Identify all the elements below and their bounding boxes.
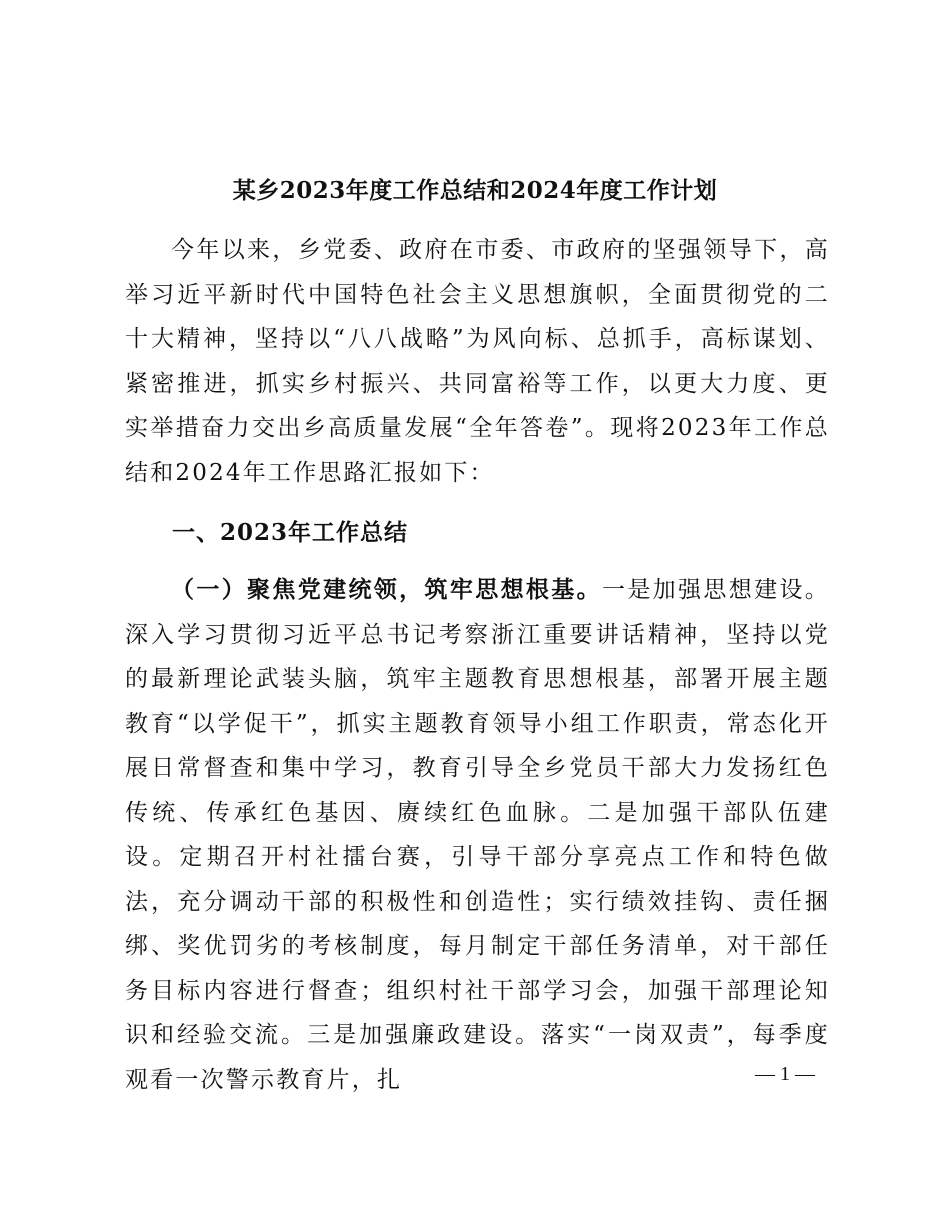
subsection-lead: （一）聚焦党建统领，筑牢思想根基。: [171, 576, 602, 603]
subsection-body: 一是加强思想建设。深入学习贯彻习近平总书记考察浙江重要讲话精神，坚持以党的最新理论武装头脑，筑牢主题教育思想根基，部署开展主题教育“以学促干”，抓实主题教育领导小组工作职责，常态化开展日常督查和集中学习，教育引导全乡党员干部大力发扬红色传统、传承红色基因、赓续红色血脉。二是加强干部队伍建设。定期召开村社擂台赛，引导干部分享亮点工作和特色做法，充分调动干部的积极性和创造性；实行绩效挂钩、责任捆绑、奖优罚劣的考核制度，每月制定干部任务清单，对干部任务目标内容进行督查；组织村社干部学习会，加强干部理论知识和经验交流。三是加强廉政建设。落实“一岗双责”，每季度观看一次警示教育片，扎: [125, 577, 830, 1093]
document-title: 某乡2023年度工作总结和2024年度工作计划: [232, 177, 718, 204]
section-heading: 一、2023年工作总结: [172, 519, 409, 546]
page-number: — 1 —: [755, 1063, 815, 1085]
subsection-paragraph: [125, 568, 830, 1102]
intro-paragraph: 今年以来，乡党委、政府在市委、市政府的坚强领导下，高举习近平新时代中国特色社会主义思想旗帜，全面贯彻党的二十大精神，坚持以“八八战略”为风向标、总抓手，高标谋划、紧密推进，抓实乡村振兴、共同富裕等工作，以更大力度、更实举措奋力交出乡高质量发展“全年答卷”。现将2023年工作总结和2024年工作思路汇报如下：: [125, 237, 830, 486]
